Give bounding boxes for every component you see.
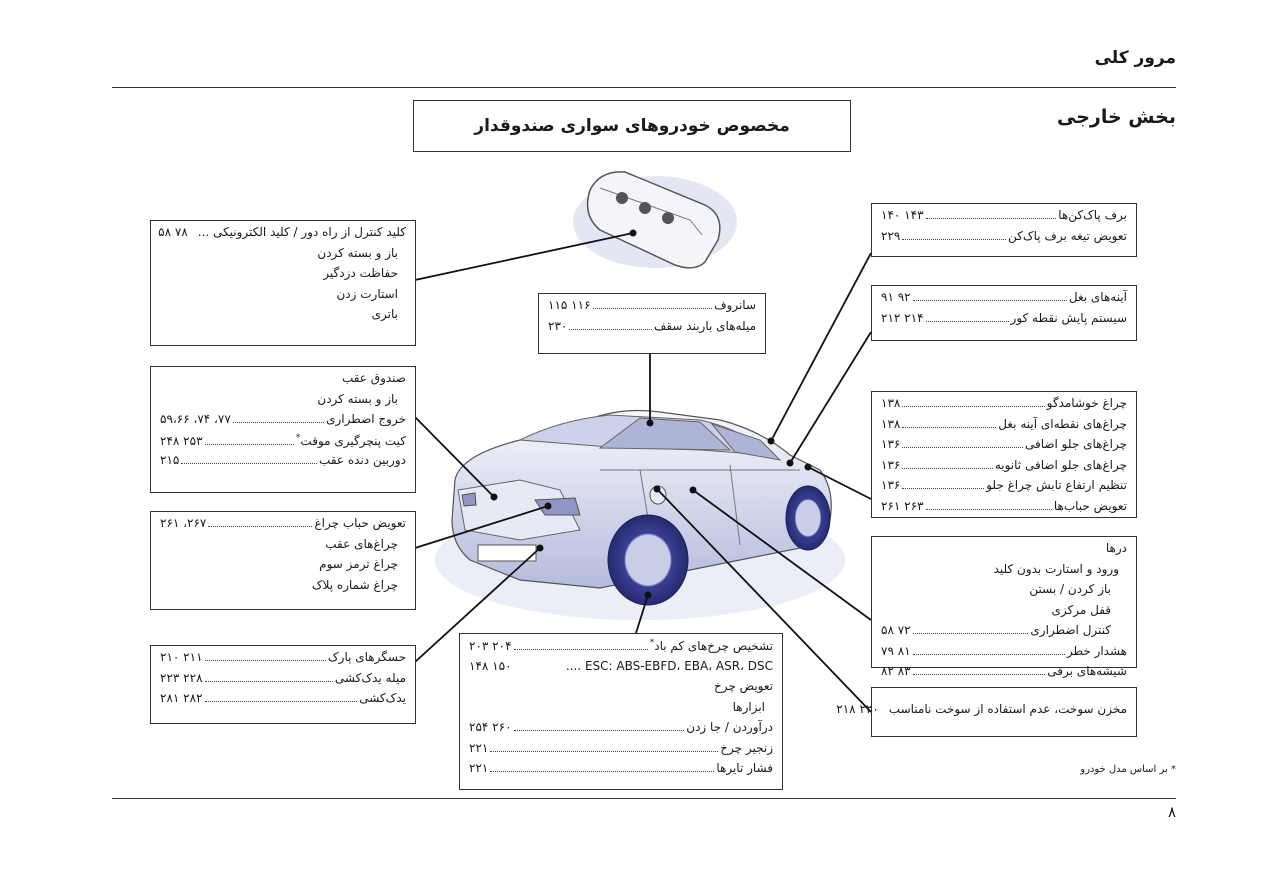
entry-text: هشدار خطر [1066, 643, 1127, 658]
entry-text: کیت پنچرگیری موقت * [296, 433, 406, 448]
index-entry [160, 453, 406, 474]
dot-leader [514, 730, 685, 731]
index-entry [881, 582, 1127, 603]
entry-pages: ۲۲۱ [469, 740, 489, 755]
entry-text: تعویض حباب‌ها [1053, 498, 1127, 513]
entry-pages: ۲۲۰ ۲۱۸ [836, 701, 879, 716]
footer-rule [112, 798, 1176, 799]
index-entry [881, 664, 1127, 685]
entry-text: تعویض تیغه برف پاک‌کن [1008, 228, 1127, 243]
index-entry [881, 229, 1127, 250]
entry-text: باز کردن / بستن [1029, 582, 1111, 596]
entry-pages: ۱۱۶ ۱۱۵ [548, 298, 591, 312]
index-entry [881, 478, 1127, 499]
entry-pages: ۷۸ ۵۸ [158, 225, 188, 239]
entry-pages: ۲۶۳ ۲۶۱ [881, 498, 924, 513]
right-box-lights [871, 391, 1137, 518]
index-entry [881, 290, 1127, 311]
index-entry [160, 246, 406, 267]
center-box-roof [538, 293, 766, 354]
index-entry [836, 701, 1127, 723]
index-entry [160, 225, 406, 246]
entry-text: دوربین دنده عقب [319, 453, 406, 467]
entry-pages: ۷۷، ۷۴، ۵۹،۶۶ [160, 412, 231, 426]
entry-text: میله‌های باربند سقف [653, 318, 756, 333]
dot-leader [902, 468, 992, 469]
index-entry [881, 458, 1127, 479]
entry-pages: ۲۱۴ ۲۱۲ [881, 310, 924, 325]
dot-leader [490, 751, 718, 752]
dot-leader [926, 218, 1057, 219]
page-header-title: مرور کلی [1094, 48, 1176, 68]
entry-text: چراغ‌های جلو اضافی [1024, 437, 1127, 451]
dot-leader [181, 463, 317, 464]
entry-pages: ۸۱ ۷۹ [881, 643, 911, 658]
entry-pages: ۲۵۳ ۲۴۸ [160, 433, 203, 448]
entry-text: چراغ خوشامدگو [1046, 396, 1127, 410]
entry-text: برف پاک‌کن‌ها [1058, 208, 1127, 222]
index-entry [160, 287, 406, 308]
index-list [836, 701, 1127, 723]
index-entry [881, 417, 1127, 438]
dot-leader [926, 509, 1052, 510]
entry-text: سانروف [714, 298, 756, 312]
index-entry [160, 266, 406, 287]
entry-text: ورود و استارت بدون کلید [993, 561, 1119, 576]
index-entry [469, 700, 773, 721]
entry-text: مخزن سوخت، عدم استفاده از سوخت نامناسب [888, 701, 1127, 716]
entry-pages: ۹۲ ۹۱ [881, 290, 911, 304]
dot-leader [205, 681, 333, 682]
index-entry [469, 761, 773, 782]
entry-pages: ۷۲ ۵۸ [881, 623, 911, 637]
index-entry [160, 371, 406, 392]
index-list [469, 638, 773, 782]
entry-text: تنظیم ارتفاع تابش چراغ جلو [986, 478, 1127, 492]
index-entry [881, 644, 1127, 665]
entry-text: کلید کنترل از راه دور / کلید الکترونیکی ... [197, 225, 406, 239]
index-entry [881, 541, 1127, 562]
right-box-wipers [871, 203, 1137, 257]
entry-pages: ۲۲۸ ۲۲۳ [160, 670, 203, 685]
index-list [881, 541, 1127, 685]
index-entry [469, 659, 773, 680]
index-list [881, 290, 1127, 331]
index-entry [469, 679, 773, 700]
dot-leader [205, 701, 358, 702]
index-entry [160, 691, 406, 712]
entry-pages: ۲۲۱ [469, 761, 489, 775]
index-entry [160, 516, 406, 537]
dot-leader [514, 649, 648, 650]
left-box-parking-towing [150, 645, 416, 724]
entry-text: چراغ‌های عقب [325, 536, 398, 551]
entry-text: صندوق عقب [341, 371, 406, 385]
entry-text: باز و بسته کردن [317, 391, 398, 406]
entry-pages: ۲۸۲ ۲۸۱ [160, 691, 203, 705]
dot-leader [233, 422, 324, 423]
key-fob-illustration [573, 172, 737, 268]
entry-pages: ۲۶۰ ۲۵۴ [469, 720, 512, 734]
index-list [881, 208, 1127, 249]
entry-pages: ۲۰۴ ۲۰۳ [469, 639, 512, 653]
center-box-wheels [459, 633, 783, 790]
dot-leader [913, 674, 1046, 675]
entry-text: استارت زدن [336, 286, 398, 301]
entry-pages: ۲۶۷، ۲۶۱ [160, 516, 207, 530]
index-entry [881, 437, 1127, 458]
entry-text: شیشه‌های برقی [1047, 664, 1127, 678]
dot-leader [902, 406, 1044, 407]
index-entry [160, 578, 406, 599]
entry-text: درآوردن / جا زدن [686, 720, 773, 734]
index-entry [160, 412, 406, 433]
dot-leader [913, 300, 1067, 301]
dot-leader [569, 329, 652, 330]
entry-text: تعویض حباب چراغ [314, 516, 406, 530]
left-box-remote-key [150, 220, 416, 346]
right-box-fuel [836, 687, 1137, 737]
dot-leader [593, 308, 713, 309]
entry-text: درها [1105, 541, 1127, 555]
dot-leader [902, 239, 1006, 240]
dot-leader [902, 427, 996, 428]
entry-text: چراغ‌های جلو اضافی ثانویه [994, 457, 1127, 472]
entry-text: خروج اضطراری [326, 412, 406, 426]
entry-text: زنجیر چرخ [720, 740, 773, 755]
index-entry [881, 396, 1127, 417]
entry-pages: ۲۲۹ [881, 228, 901, 243]
entry-text: چراغ شماره پلاک [311, 577, 398, 592]
entry-text: حفاظت دزدگیر [323, 266, 398, 280]
index-entry [881, 603, 1127, 624]
banner-text: مخصوص خودروهای سواری صندوقدار [474, 116, 790, 136]
entry-text: چراغ ترمز سوم [319, 557, 398, 571]
entry-pages: ۸۳ ۸۲ [881, 664, 911, 678]
entry-pages: ۲۱۵ [160, 453, 180, 467]
dot-leader [913, 654, 1065, 655]
index-entry [881, 623, 1127, 644]
index-entry [469, 741, 773, 762]
index-entry [160, 537, 406, 558]
entry-pages: ۱۵۰ ۱۴۸ [469, 658, 512, 673]
entry-text: باز و بسته کردن [317, 245, 398, 260]
index-entry [160, 307, 406, 328]
dot-leader [208, 526, 312, 527]
index-list [160, 650, 406, 712]
entry-text: ابزارها [732, 699, 765, 714]
index-list [160, 516, 406, 598]
index-entry [160, 433, 406, 454]
entry-pages: ۱۳۸ [881, 416, 901, 431]
index-entry [881, 499, 1127, 520]
index-entry [881, 208, 1127, 229]
section-title: بخش خارجی [1057, 106, 1176, 128]
entry-pages: ۱۳۶ [881, 478, 901, 492]
entry-pages: ۱۴۳ ۱۴۰ [881, 208, 924, 222]
index-entry [160, 650, 406, 671]
index-list [881, 396, 1127, 519]
entry-text: ESC: ABS-EBFD، EBA، ASR، DSC .... [565, 658, 773, 673]
index-entry [548, 298, 756, 319]
dot-leader [205, 444, 294, 445]
index-entry [881, 311, 1127, 332]
entry-pages: ۱۳۸ [881, 396, 901, 410]
left-box-bulbs [150, 511, 416, 610]
dot-leader [902, 488, 984, 489]
index-entry [160, 557, 406, 578]
index-entry [881, 562, 1127, 583]
entry-text: تشخیص چرخ‌های کم باد * [650, 638, 773, 653]
right-box-mirrors [871, 285, 1137, 341]
entry-pages: ۱۳۶ [881, 457, 901, 472]
dot-leader [913, 633, 1029, 634]
entry-text: تعویض چرخ [714, 679, 773, 693]
entry-text: فشار تایرها [716, 761, 773, 775]
entry-text: حسگرهای پارک [327, 650, 406, 664]
entry-text: چراغ‌های نقطه‌ای آینه بغل [998, 416, 1127, 431]
entry-text: قفل مرکزی [1051, 602, 1111, 617]
entry-pages: ۲۱۱ ۲۱۰ [160, 650, 203, 664]
index-list [548, 298, 756, 339]
entry-text: آینه‌های بغل [1068, 290, 1127, 304]
entry-text: یدک‌کشی [359, 691, 406, 705]
entry-text: سیستم پایش نقطه کور [1010, 310, 1127, 325]
index-entry [548, 319, 756, 340]
entry-text: باتری [371, 307, 398, 321]
index-entry [469, 720, 773, 741]
index-list [160, 225, 406, 328]
entry-text: میله یدک‌کشی [334, 670, 406, 685]
index-entry [160, 671, 406, 692]
dot-leader [902, 447, 1023, 448]
right-box-doors [871, 536, 1137, 678]
entry-pages: ۱۳۶ [881, 437, 901, 451]
dot-leader [926, 321, 1009, 322]
index-entry [160, 392, 406, 413]
entry-pages: ۲۳۰ [548, 318, 568, 333]
left-box-trunk [150, 366, 416, 493]
dot-leader [490, 771, 714, 772]
index-list [160, 371, 406, 474]
dot-leader [205, 660, 326, 661]
page-number: ۸ [1167, 803, 1176, 821]
entry-text: کنترل اضطراری [1030, 623, 1111, 637]
footnote: * بر اساس مدل خودرو [1080, 764, 1176, 775]
index-entry [469, 638, 773, 659]
